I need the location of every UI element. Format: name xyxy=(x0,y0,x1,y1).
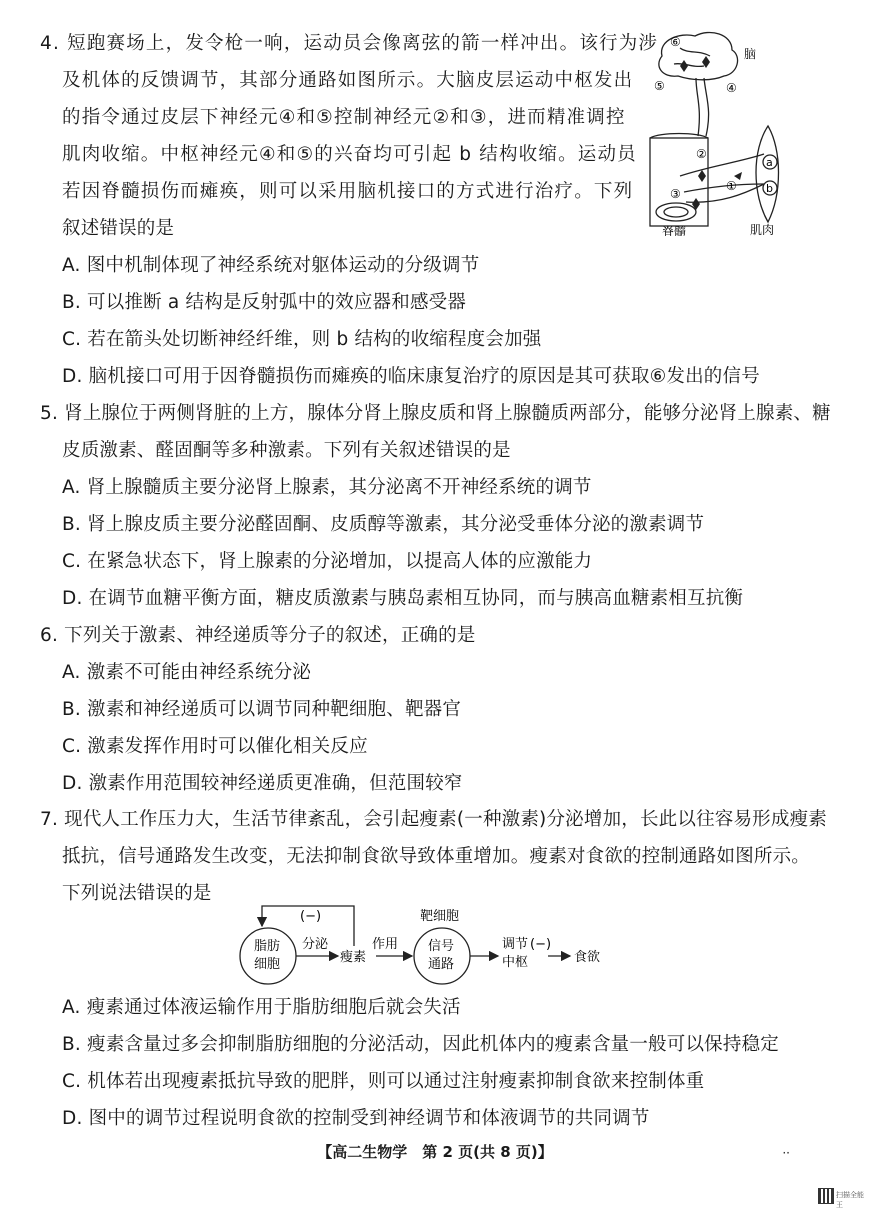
q7-leptin-pathway-diagram xyxy=(230,898,630,990)
q7-fig-fat-1: 脂肪 xyxy=(254,939,281,954)
q5-stem-line: 皮质激素、醛固酮等多种激素。下列有关叙述错误的是 xyxy=(62,440,511,461)
watermark-text: 扫描全能王 xyxy=(836,1191,864,1209)
q4-fig-muscle-label: 肌肉 xyxy=(750,223,775,236)
q7-option-a: A. 瘦素通过体液运输作用于脂肪细胞后就会失活 xyxy=(62,997,461,1018)
signal-pathway-node xyxy=(414,928,470,984)
q4-fig-n4: ④ xyxy=(726,81,737,95)
qr-icon xyxy=(818,1188,834,1204)
footer-dots: ·· xyxy=(782,1146,790,1160)
q7-fig-act: 作用 xyxy=(372,937,399,952)
q5-option-b: B. 肾上腺皮质主要分泌醛固酮、皮质醇等激素，其分泌受垂体分泌的激素调节 xyxy=(62,514,705,535)
q4-option-a: A. 图中机制体现了神经系统对躯体运动的分级调节 xyxy=(62,255,480,276)
q7-fig-signal-1: 信号 xyxy=(428,939,455,954)
muscle-outline xyxy=(756,126,779,222)
q6-option-d: D. 激素作用范围较神经递质更准确，但范围较窄 xyxy=(62,773,463,794)
q7-fig-secrete: 分泌 xyxy=(302,937,329,952)
q4-stem-line: 及机体的反馈调节，其部分通路如图所示。大脑皮层运动中枢发出 xyxy=(62,70,634,91)
q5-option-a: A. 肾上腺髓质主要分泌肾上腺素，其分泌离不开神经系统的调节 xyxy=(62,477,592,498)
q7-fig-leptin: 瘦素 xyxy=(340,950,367,965)
q4-stem-line: 叙述错误的是 xyxy=(62,218,175,239)
fat-cell-node xyxy=(240,928,296,984)
q6-stem-line: 6. 下列关于激素、神经递质等分子的叙述，正确的是 xyxy=(40,625,476,646)
q4-fig-n5: ⑤ xyxy=(654,79,665,93)
q4-stem-line: 若因脊髓损伤而瘫痪，则可以采用脑机接口的方式进行治疗。下列 xyxy=(62,181,634,202)
q7-stem-line: 抵抗，信号通路发生改变，无法抑制食欲导致体重增加。瘦素对食欲的控制通路如图所示。 xyxy=(62,846,811,867)
q4-fig-a: a xyxy=(766,156,773,169)
q4-fig-n1: ① xyxy=(726,179,737,193)
q5-stem-line: 5. 肾上腺位于两侧肾脏的上方，腺体分肾上腺皮质和肾上腺髓质两部分，能够分泌肾上腺素、糖 xyxy=(40,403,831,424)
q7-fig-center-2: 中枢 xyxy=(502,955,529,970)
q7-stem-line: 7. 现代人工作压力大，生活节律紊乱，会引起瘦素(一种激素)分泌增加，长此以往容易形成瘦素 xyxy=(40,809,827,830)
q5-option-c: C. 在紧急状态下，肾上腺素的分泌增加，以提高人体的应激能力 xyxy=(62,551,593,572)
q7-option-b: B. 瘦素含量过多会抑制脂肪细胞的分泌活动，因此机体内的瘦素含量一般可以保持稳定 xyxy=(62,1034,779,1055)
q7-stem-line: 下列说法错误的是 xyxy=(62,883,212,904)
q6-option-b: B. 激素和神经递质可以调节同种靶细胞、靶器官 xyxy=(62,699,462,720)
q4-option-d: D. 脑机接口可用于因脊髓损伤而瘫痪的临床康复治疗的原因是其可获取⑥发出的信号 xyxy=(62,366,760,387)
q6-option-a: A. 激素不可能由神经系统分泌 xyxy=(62,662,312,683)
q7-fig-fat-2: 细胞 xyxy=(254,957,281,972)
q4-stem-line: 4. 短跑赛场上，发令枪一响，运动员会像离弦的箭一样冲出。该行为涉 xyxy=(40,33,659,54)
q7-option-c: C. 机体若出现瘦素抵抗导致的肥胖，则可以通过注射瘦素抑制食欲来控制体重 xyxy=(62,1071,705,1092)
q7-fig-center-1: 调节 xyxy=(502,937,529,952)
q7-option-d: D. 图中的调节过程说明食欲的控制受到神经调节和体液调节的共同调节 xyxy=(62,1108,650,1129)
q4-reflex-diagram xyxy=(640,26,790,236)
q4-fig-spinal-label: 脊髓 xyxy=(662,225,687,236)
q4-fig-b: b xyxy=(766,182,773,195)
q6-option-c: C. 激素发挥作用时可以催化相关反应 xyxy=(62,736,368,757)
q5-option-d: D. 在调节血糖平衡方面，糖皮质激素与胰岛素相互协同，而与胰高血糖素相互抗衡 xyxy=(62,588,744,609)
q4-stem-line: 肌肉收缩。中枢神经元④和⑤的兴奋均可引起 b 结构收缩。运动员 xyxy=(62,144,637,165)
page-footer: 【高二生物学 第 2 页(共 8 页)】 xyxy=(317,1143,553,1161)
q7-fig-signal-2: 通路 xyxy=(428,957,455,972)
q4-option-b: B. 可以推断 a 结构是反射弧中的效应器和感受器 xyxy=(62,292,467,313)
q4-fig-n2: ② xyxy=(696,147,707,161)
q4-option-c: C. 若在箭头处切断神经纤维，则 b 结构的收缩程度会加强 xyxy=(62,329,542,350)
q4-fig-n6: ⑥ xyxy=(670,35,681,49)
q4-fig-brain-label: 脑 xyxy=(744,47,757,61)
q7-fig-target: 靶细胞 xyxy=(420,909,460,924)
q7-fig-neg-feedback: (−) xyxy=(300,909,322,924)
q7-fig-neg-center: (−) xyxy=(530,937,552,952)
q7-fig-appetite: 食欲 xyxy=(574,950,601,965)
q4-fig-n3: ③ xyxy=(670,187,681,201)
q4-stem-line: 的指令通过皮层下神经元④和⑤控制神经元②和③，进而精准调控 xyxy=(62,107,626,128)
